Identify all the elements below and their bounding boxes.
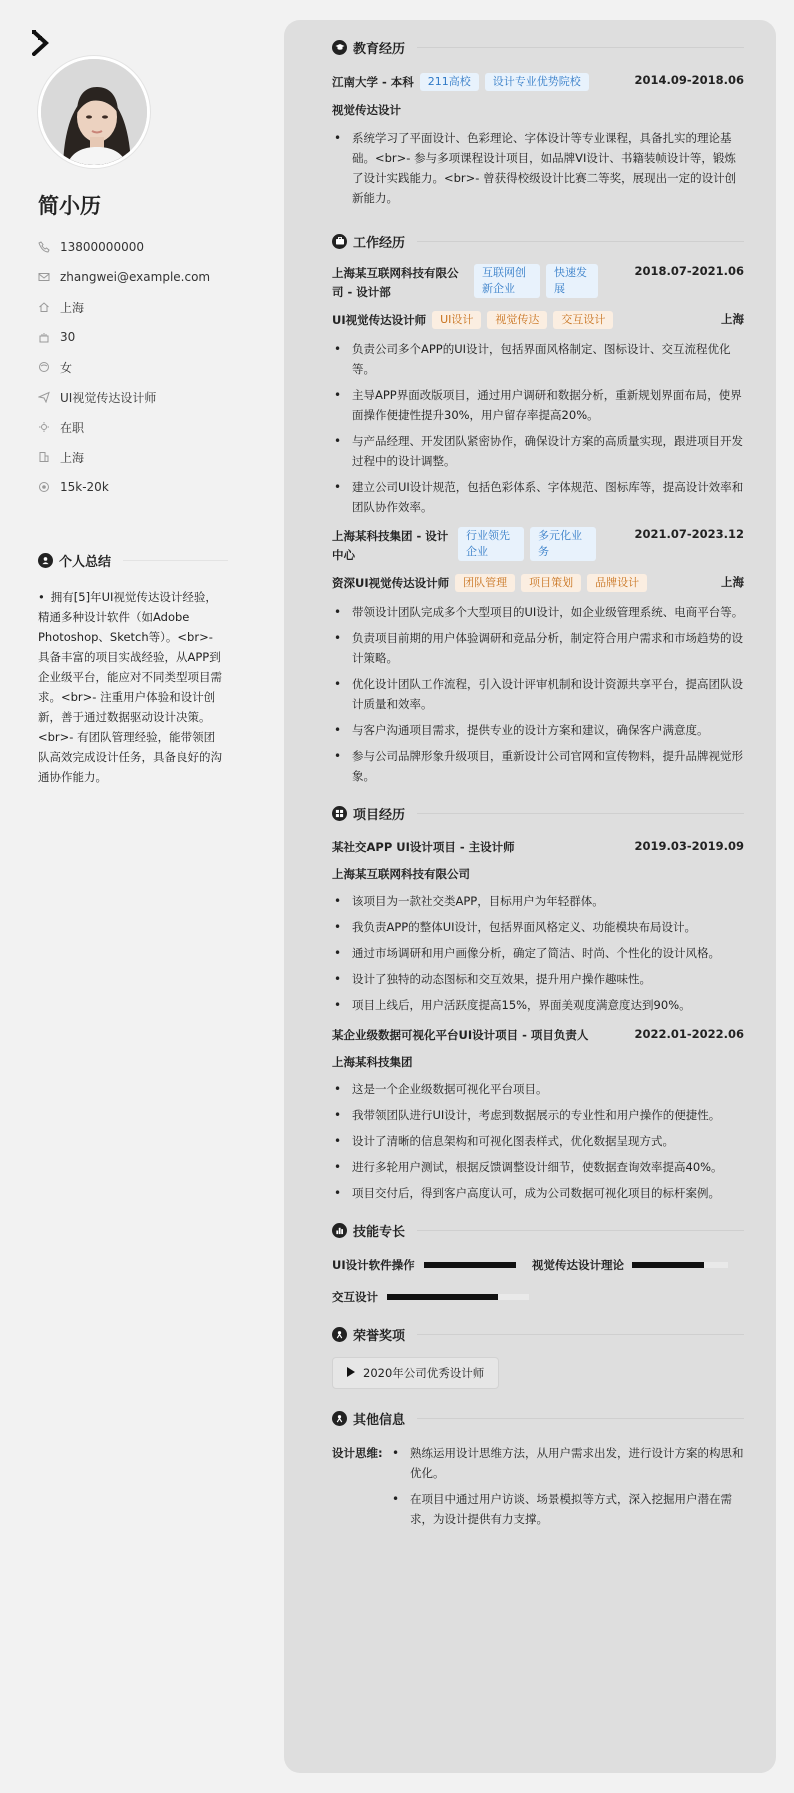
info-text: zhangwei@example.com — [60, 270, 211, 284]
logo-icon — [32, 30, 50, 60]
contact-info-list — [38, 232, 210, 502]
info-gender — [38, 352, 210, 382]
skill-name: 交互设计 — [332, 1290, 378, 1304]
project-details — [332, 891, 744, 1015]
skills-section-title — [332, 1221, 744, 1239]
grid-icon — [332, 806, 347, 821]
divider — [417, 241, 744, 242]
skill-item — [332, 1289, 532, 1305]
skill-item — [332, 1257, 532, 1273]
projects-section-title — [332, 804, 744, 822]
skill-tag: 项目策划 — [521, 574, 581, 592]
divider — [417, 1418, 744, 1419]
list-item: • 在项目中通过用户访谈、场景模拟等方式，深入挖掘用户潜在需求，为设计提供有力支撑。 — [390, 1489, 744, 1529]
summary-section-title — [38, 551, 228, 570]
award-list — [332, 1357, 744, 1389]
graduation-cap-icon — [332, 40, 347, 55]
other-title: 其他信息 — [353, 1412, 406, 1428]
divider — [123, 560, 228, 561]
info-email — [38, 262, 210, 292]
home-icon — [38, 301, 50, 313]
education-date: 2014.09-2018.06 — [634, 73, 744, 87]
job-role: UI视觉传达设计师 — [332, 313, 427, 327]
company-tag: 快速发展 — [546, 264, 598, 298]
skill-bar — [387, 1294, 529, 1300]
avatar — [38, 56, 150, 168]
info-location — [38, 292, 210, 322]
education-section-title — [332, 38, 744, 56]
skill-name: 视觉传达设计理论 — [532, 1258, 624, 1272]
job-header — [332, 527, 744, 565]
skill-bar-fill — [632, 1262, 704, 1268]
send-icon — [38, 391, 50, 403]
job-details — [332, 339, 744, 517]
list-item: • 参与公司品牌形象升级项目，重新设计公司官网和宣传物料，提升品牌视觉形象。 — [332, 746, 744, 786]
info-text: 30 — [60, 330, 76, 344]
skill-tag: 视觉传达 — [487, 311, 547, 329]
list-item: • 这是一个企业级数据可视化平台项目。 — [332, 1079, 744, 1099]
job-details — [332, 602, 744, 786]
info-text: 15k-20k — [60, 480, 109, 494]
skills-title: 技能专长 — [353, 1224, 406, 1240]
skill-tag: 品牌设计 — [587, 574, 647, 592]
briefcase-icon — [332, 234, 347, 249]
summary-title: 个人总结 — [59, 555, 112, 570]
company-tag: 互联网创新企业 — [474, 264, 540, 298]
skill-item — [532, 1257, 744, 1273]
info-salary — [38, 472, 210, 502]
list-item: • 建立公司UI设计规范，包括色彩体系、字体规范、图标库等，提高设计效率和团队协作效率。 — [332, 477, 744, 517]
company-name: 上海某互联网科技有限公司 - 设计部 — [332, 266, 459, 299]
play-icon — [347, 1366, 355, 1380]
work-title: 工作经历 — [353, 235, 406, 251]
divider — [417, 47, 744, 48]
bullet: • — [38, 590, 45, 604]
summary-body: 拥有[5]年UI视觉传达设计经验，精通多种设计软件（如Adobe Photoshop、Sketch等）。<br>- 具备丰富的项目实战经验，从APP到企业级平台，能应对不同类型项目需求。<br>- 注重用户体验和设计创新，善于通过数据驱动设计决策。<br>- 有团队管理经验，能带领团队高效完成设计任务，具备良好的沟通协作能力。 — [38, 590, 222, 784]
project-header — [332, 1027, 744, 1043]
list-item: • 与客户沟通项目需求，提供专业的设计方案和建议，确保客户满意度。 — [332, 720, 744, 740]
divider — [417, 1334, 744, 1335]
job-city: 上海 — [721, 312, 744, 326]
other-section-title — [332, 1409, 744, 1427]
divider — [417, 1230, 744, 1231]
other-info — [332, 1443, 744, 1535]
award-name: 2020年公司优秀设计师 — [363, 1366, 485, 1380]
info-phone — [38, 232, 210, 262]
list-item: • 系统学习了平面设计、色彩理论、字体设计等专业课程，具备扎实的理论基础。<br>- 参与多项课程设计项目，如品牌VI设计、书籍装帧设计等，锻炼了设计实践能力。<br>- 曾获得校级设计比赛二等奖，展现出一定的设计创新能力。 — [332, 128, 744, 208]
project-date: 2019.03-2019.09 — [634, 839, 744, 853]
list-item: • 该项目为一款社交类APP，目标用户为年轻群体。 — [332, 891, 744, 911]
main-panel — [284, 20, 776, 1773]
awards-section-title — [332, 1325, 744, 1343]
school-tag: 设计专业优势院校 — [485, 73, 589, 91]
info-text: 13800000000 — [60, 240, 144, 254]
summary-text — [38, 587, 226, 787]
info-position — [38, 382, 210, 412]
project-name: 某企业级数据可视化平台UI设计项目 - 项目负责人 — [332, 1028, 589, 1042]
list-item: • 我带领团队进行UI设计，考虑到数据展示的专业性和用户操作的便捷性。 — [332, 1105, 744, 1125]
project-entry — [332, 839, 744, 1015]
education-details — [332, 128, 744, 208]
skill-bar-fill — [387, 1294, 498, 1300]
info-text: 女 — [60, 360, 73, 375]
gender-icon — [38, 361, 50, 373]
other-details — [390, 1443, 744, 1535]
list-item: • 与产品经理、开发团队紧密协作，确保设计方案的高质量实现，跟进项目开发过程中的设计调整。 — [332, 431, 744, 471]
skill-bar — [424, 1262, 516, 1268]
job-role: 资深UI视觉传达设计师 — [332, 576, 450, 590]
award-icon — [332, 1411, 347, 1426]
building-icon — [38, 451, 50, 463]
work-section-title — [332, 232, 744, 250]
profile-name: 简小历 — [38, 194, 101, 218]
list-item: • 负责公司多个APP的UI设计，包括界面风格制定、图标设计、交互流程优化等。 — [332, 339, 744, 379]
list-item: • 熟练运用设计思维方法，从用户需求出发，进行设计方案的构思和优化。 — [390, 1443, 744, 1483]
project-details — [332, 1079, 744, 1203]
project-header — [332, 839, 744, 855]
job-date: 2021.07-2023.12 — [634, 527, 744, 541]
sidebar — [0, 0, 260, 1793]
skills-row — [332, 1289, 744, 1305]
company-name: 上海某科技集团 - 设计中心 — [332, 529, 449, 562]
user-icon — [38, 553, 53, 568]
job-header — [332, 264, 744, 302]
info-age — [38, 322, 210, 352]
info-text: 上海 — [60, 450, 85, 465]
school-tag: 211高校 — [420, 73, 479, 91]
job-entry — [332, 264, 744, 517]
list-item: • 项目上线后，用户活跃度提高15%，界面美观度满意度达到90%。 — [332, 995, 744, 1015]
list-item: • 设计了清晰的信息架构和可视化图表样式，优化数据呈现方式。 — [332, 1131, 744, 1151]
awards-title: 荣誉奖项 — [353, 1328, 406, 1344]
job-role-row — [332, 574, 744, 592]
salary-icon — [38, 481, 50, 493]
age-icon — [38, 331, 50, 343]
job-role-row — [332, 311, 744, 329]
mail-icon — [38, 271, 50, 283]
info-work-city — [38, 442, 210, 472]
skills-row — [332, 1257, 744, 1273]
project-entry — [332, 1027, 744, 1203]
list-item: • 进行多轮用户测试，根据反馈调整设计细节，使数据查询效率提高40%。 — [332, 1157, 744, 1177]
education-major: 视觉传达设计 — [332, 103, 401, 117]
info-text: 在职 — [60, 420, 85, 435]
job-city: 上海 — [721, 575, 744, 589]
skill-tag: 交互设计 — [553, 311, 613, 329]
skill-bar — [632, 1262, 728, 1268]
projects-title: 项目经历 — [353, 807, 406, 823]
school-name: 江南大学 - 本科 — [332, 75, 414, 89]
list-item: • 带领设计团队完成多个大型项目的UI设计，如企业级管理系统、电商平台等。 — [332, 602, 744, 622]
list-item: • 设计了独特的动态图标和交互效果，提升用户操作趣味性。 — [332, 969, 744, 989]
info-status — [38, 412, 210, 442]
phone-icon — [38, 241, 50, 253]
project-date: 2022.01-2022.06 — [634, 1027, 744, 1041]
list-item: • 通过市场调研和用户画像分析，确定了简洁、时尚、个性化的设计风格。 — [332, 943, 744, 963]
education-header — [332, 73, 744, 91]
award-icon — [332, 1327, 347, 1342]
info-text: UI视觉传达设计师 — [60, 390, 157, 405]
list-item: • 我负责APP的整体UI设计，包括界面风格定义、功能模块布局设计。 — [332, 917, 744, 937]
bar-chart-icon — [332, 1223, 347, 1238]
job-date: 2018.07-2021.06 — [634, 264, 744, 278]
other-label: 设计思维: — [332, 1446, 383, 1460]
status-icon — [38, 421, 50, 433]
project-org: 上海某科技集团 — [332, 1055, 413, 1069]
job-entry — [332, 527, 744, 786]
company-tag: 多元化业务 — [530, 527, 596, 561]
list-item: • 项目交付后，得到客户高度认可，成为公司数据可视化项目的标杆案例。 — [332, 1183, 744, 1203]
skill-tag: 团队管理 — [455, 574, 515, 592]
divider — [417, 813, 744, 814]
project-org: 上海某互联网科技有限公司 — [332, 867, 470, 881]
list-item: • 主导APP界面改版项目，通过用户调研和数据分析，重新规划界面布局，使界面操作便捷性提升30%，用户留存率提高20%。 — [332, 385, 744, 425]
info-text: 上海 — [60, 300, 85, 315]
award-item[interactable] — [332, 1357, 499, 1389]
skill-name: UI设计软件操作 — [332, 1258, 415, 1272]
skill-bar-fill — [424, 1262, 516, 1268]
education-title: 教育经历 — [353, 41, 406, 57]
list-item: • 优化设计团队工作流程，引入设计评审机制和设计资源共享平台，提高团队设计质量和效率。 — [332, 674, 744, 714]
list-item: • 负责项目前期的用户体验调研和竞品分析，制定符合用户需求和市场趋势的设计策略。 — [332, 628, 744, 668]
skill-tag: UI设计 — [432, 311, 481, 329]
company-tag: 行业领先企业 — [458, 527, 524, 561]
project-name: 某社交APP UI设计项目 - 主设计师 — [332, 840, 515, 854]
